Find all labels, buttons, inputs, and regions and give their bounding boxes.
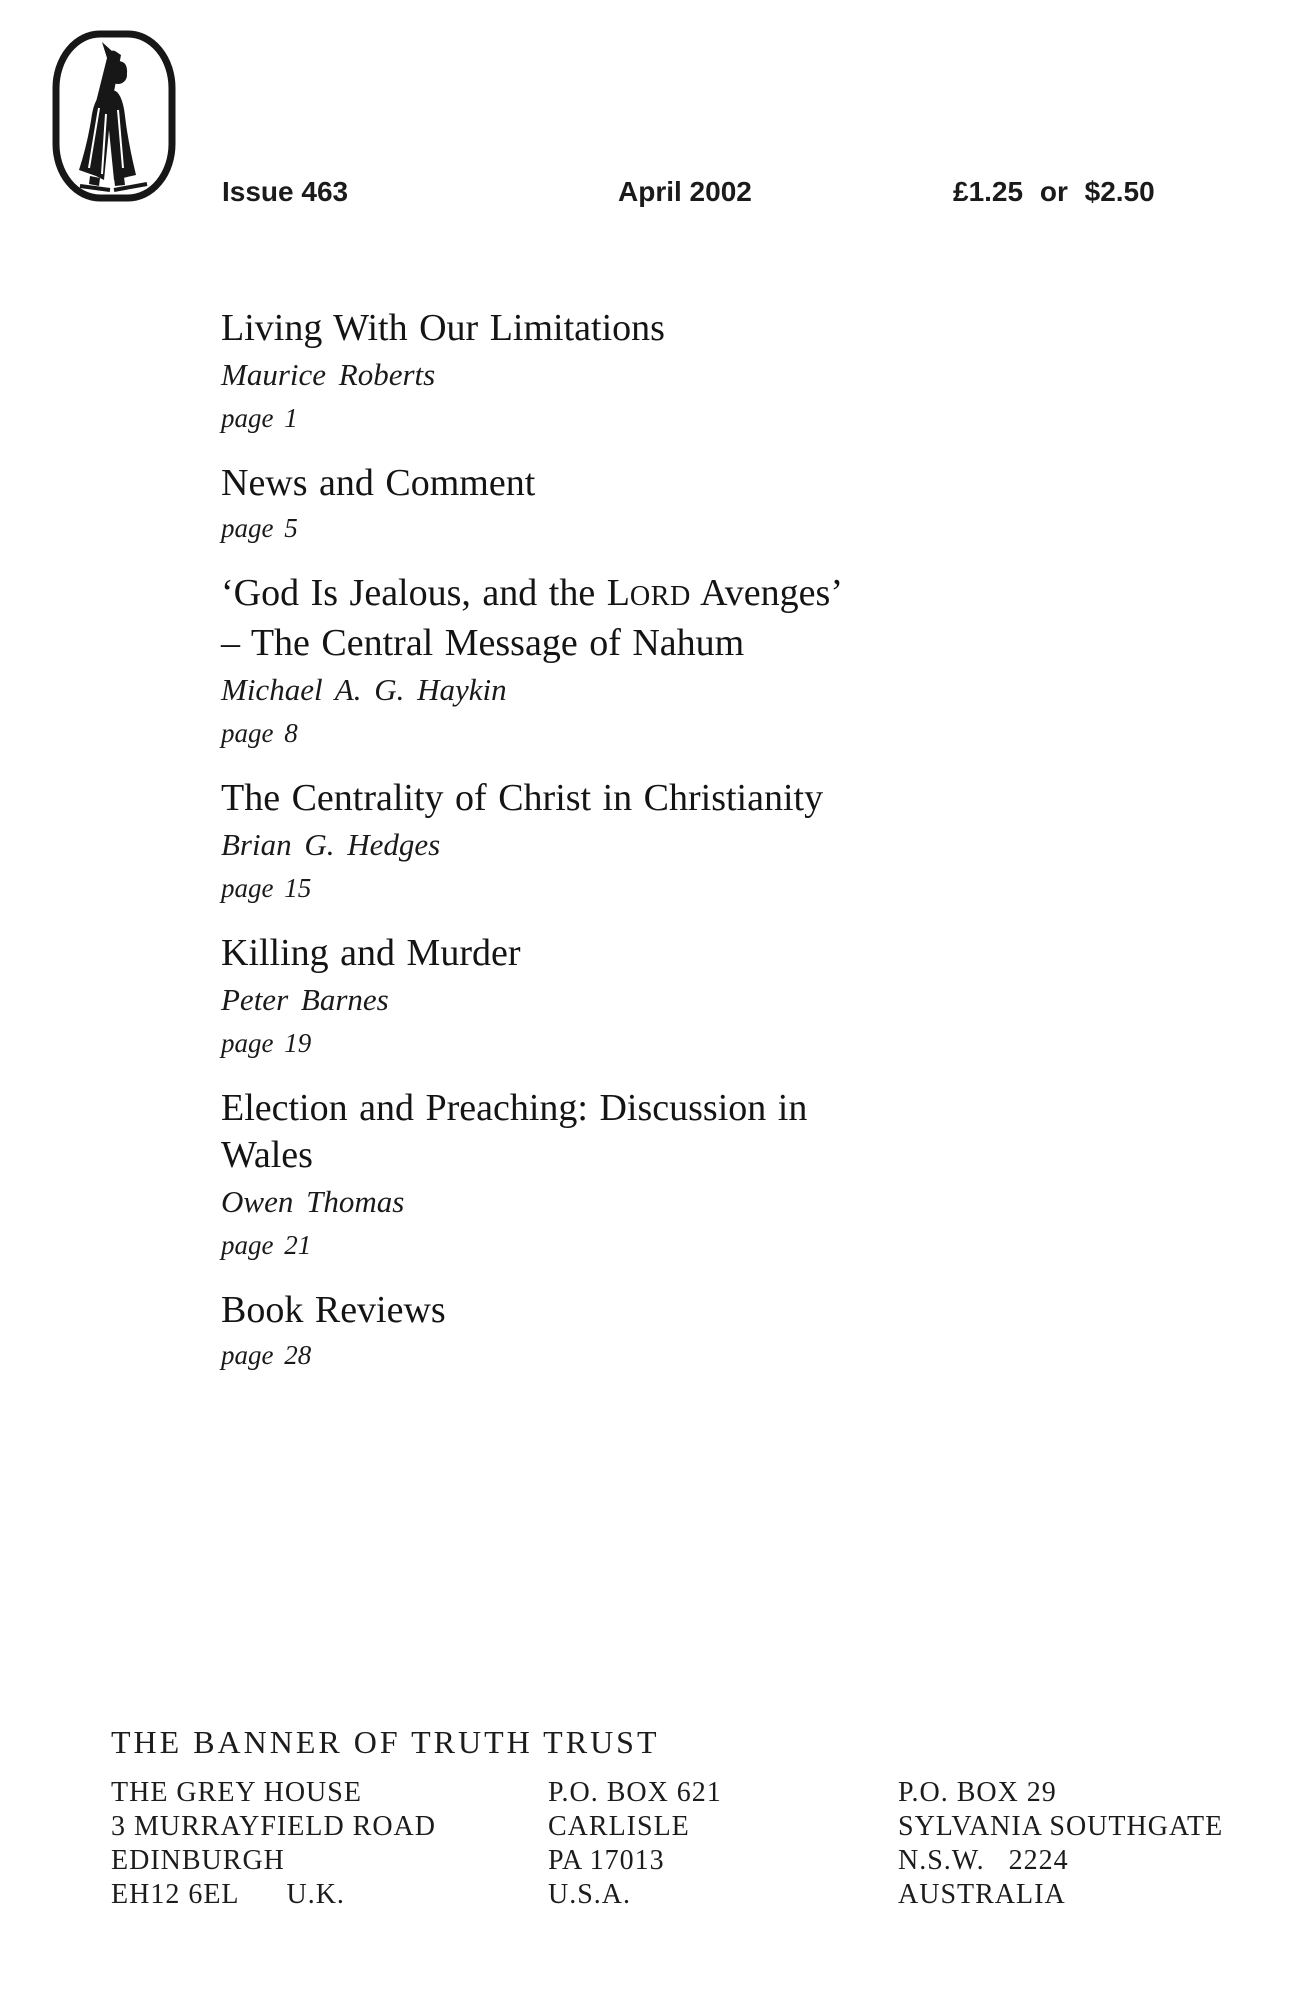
masthead [0,176,1294,210]
article-author: Brian G. Hedges [221,827,441,862]
article-page-number: page 8 [221,718,298,748]
address-column-australia [898,1776,1223,1912]
address-line: SYLVANIA SOUTHGATE [898,1811,1224,1842]
toc-entry [221,1085,1081,1267]
address-line: N.S.W. 2224 [898,1845,1069,1876]
article-page-number: page 5 [221,513,298,543]
article-author: Michael A. G. Haykin [221,672,507,707]
article-title: Book Reviews [221,1289,446,1331]
article-author: Peter Barnes [221,982,389,1017]
address-line: EH12 6EL U.K. [111,1879,345,1910]
address-column-uk [111,1776,436,1912]
issue-date: April 2002 [618,176,752,207]
address-line: P.O. BOX 621 [548,1777,722,1808]
article-title [221,570,1081,620]
article-page-number: page 28 [221,1340,312,1370]
article-author: Maurice Roberts [221,357,436,392]
address-column-usa [548,1776,722,1912]
issue-price: £1.25 or $2.50 [953,176,1155,207]
title-text: ‘God Is Jealous, and the L [221,572,630,614]
address-line: 3 MURRAYFIELD ROAD [111,1811,437,1842]
publisher-block [111,1722,1261,1926]
publisher-name: THE BANNER OF TRUTH TRUST [111,1724,660,1760]
article-title-line2: – The Central Message of Nahum [221,622,745,664]
toc-entry [221,305,1081,440]
address-line: CARLISLE [548,1811,690,1842]
article-title: Living With Our Limitations [221,307,665,349]
publisher-addresses [111,1776,1261,1926]
article-title: Election and Preaching: Discussion in [221,1087,808,1129]
toc-entry [221,775,1081,910]
article-title: News and Comment [221,462,536,504]
article-title: The Centrality of Christ in Christianity [221,777,824,819]
article-title-line2: Wales [221,1134,313,1176]
toc-entry [221,460,1081,550]
title-smallcaps-lord: ORD [629,581,691,612]
article-title: Killing and Murder [221,932,521,974]
toc-entry [221,570,1081,755]
article-page-number: page 21 [221,1230,312,1260]
address-line: PA 17013 [548,1845,665,1876]
address-line: P.O. BOX 29 [898,1777,1057,1808]
toc-entry [221,1287,1081,1377]
article-page-number: page 15 [221,873,312,903]
issue-number: Issue 463 [222,176,349,207]
table-of-contents [221,305,1081,1397]
article-page-number: page 1 [221,403,298,433]
toc-entry [221,930,1081,1065]
article-author: Owen Thomas [221,1184,405,1219]
address-line: THE GREY HOUSE [111,1777,362,1808]
address-line: U.S.A. [548,1879,632,1910]
article-page-number: page 19 [221,1028,312,1058]
address-line: EDINBURGH [111,1845,285,1876]
title-text: Avenges’ [690,572,843,614]
address-line: AUSTRALIA [898,1879,1066,1910]
